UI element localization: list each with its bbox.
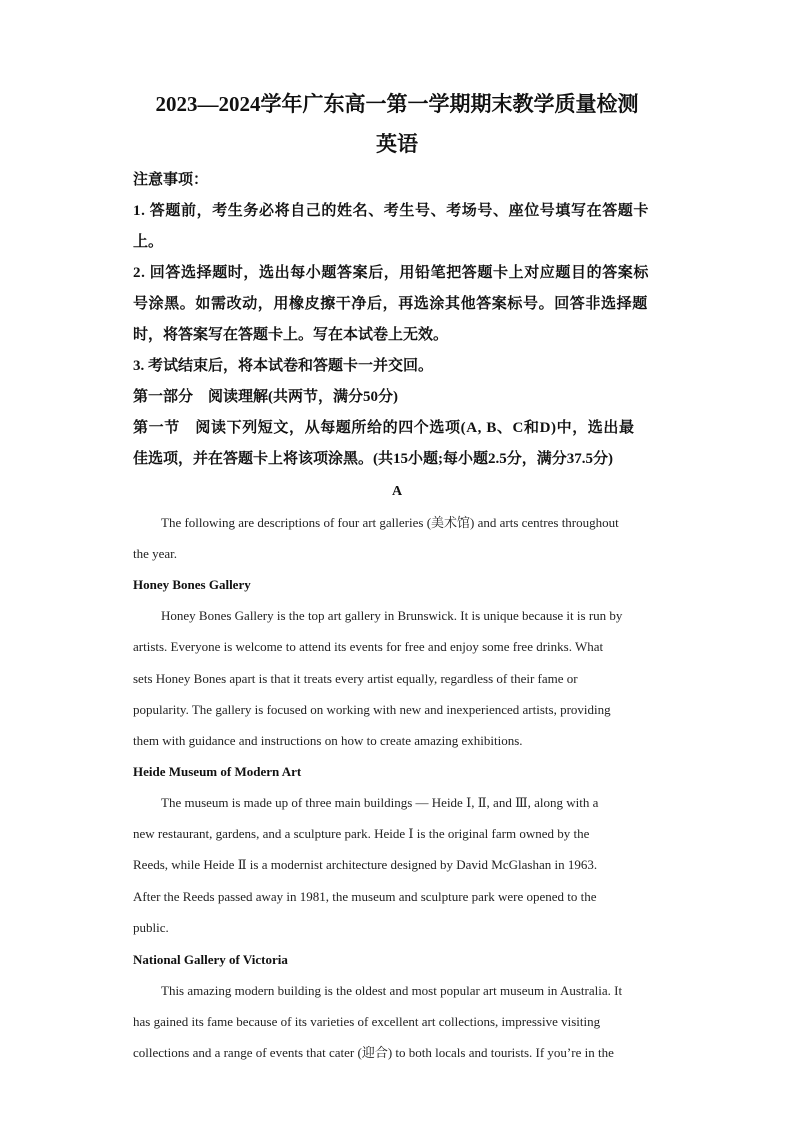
passage-label: A <box>391 484 403 499</box>
gallery-2-line-2: new restaurant, gardens, and a sculpture park. Heide Ⅰ is the original farm owned by the <box>133 826 590 841</box>
gallery-2-line-3: Reeds, while Heide Ⅱ is a modernist architecture designed by David McGlashan in 1963. <box>133 857 598 872</box>
section-one-line-2: 佳选项，并在答题卡上将该项涂黑。(共15小题;每小题2.5分，满分37.5分) <box>133 451 613 467</box>
gallery-3-line-3: collections and a range of events that cater (迎合) to both locals and tourists. If you’re in the <box>133 1045 614 1060</box>
part-one-heading: 第一部分 阅读理解(共两节，满分50分) <box>133 389 398 405</box>
section-one-line-1: 第一节 阅读下列短文，从每题所给的四个选项(A, B、C和D)中，选出最 <box>133 420 635 436</box>
gallery-2-title: Heide Museum of Modern Art <box>133 764 302 779</box>
gallery-1-line-3: sets Honey Bones apart is that it treats every artist equally, regardless of their fame or <box>133 671 578 686</box>
notice-item-1-line-2: 上。 <box>133 234 164 250</box>
gallery-1-line-1: Honey Bones Gallery is the top art gallery in Brunswick. It is unique because it is run by <box>161 608 623 623</box>
subject-title: 英语 <box>376 132 418 156</box>
notice-item-2-line-2: 号涂黑。如需改动，用橡皮擦干净后，再选涂其他答案标号。回答非选择题 <box>133 296 648 312</box>
gallery-1-line-4: popularity. The gallery is focused on working with new and inexperienced artists, providing <box>133 702 611 717</box>
gallery-2-line-1: The museum is made up of three main buildings — Heide Ⅰ, Ⅱ, and Ⅲ, along with a <box>161 795 599 810</box>
passage-intro-line-1: The following are descriptions of four art galleries (美术馆) and arts centres throughout <box>161 515 619 530</box>
gallery-2-line-5: public. <box>133 920 169 935</box>
notice-item-1-line-1: 1. 答题前，考生务必将自己的姓名、考生号、考场号、座位号填写在答题卡 <box>133 203 650 219</box>
notice-item-2-line-1: 2. 回答选择题时，选出每小题答案后，用铅笔把答题卡上对应题目的答案标 <box>133 265 650 281</box>
gallery-3-title: National Gallery of Victoria <box>133 952 288 967</box>
gallery-2-line-4: After the Reeds passed away in 1981, the museum and sculpture park were opened to the <box>133 889 597 904</box>
gallery-3-line-1: This amazing modern building is the oldest and most popular art museum in Australia. It <box>161 983 623 998</box>
notice-heading: 注意事项： <box>133 172 209 188</box>
notice-item-3-line-1: 3. 考试结束后，将本试卷和答题卡一并交回。 <box>133 358 434 374</box>
gallery-1-title: Honey Bones Gallery <box>133 577 251 592</box>
notice-item-2-line-3: 时，将答案写在答题卡上。写在本试卷上无效。 <box>133 327 449 343</box>
gallery-1-line-5: them with guidance and instructions on how to create amazing exhibitions. <box>133 733 523 748</box>
gallery-1-line-2: artists. Everyone is welcome to attend its events for free and enjoy some free drinks. What <box>133 639 604 654</box>
passage-intro-line-2: the year. <box>133 546 178 561</box>
exam-title: 2023—2024学年广东高一第一学期期末教学质量检测 <box>155 92 639 116</box>
gallery-3-line-2: has gained its fame because of its varieties of excellent art collections, impressive visiting <box>133 1014 601 1029</box>
